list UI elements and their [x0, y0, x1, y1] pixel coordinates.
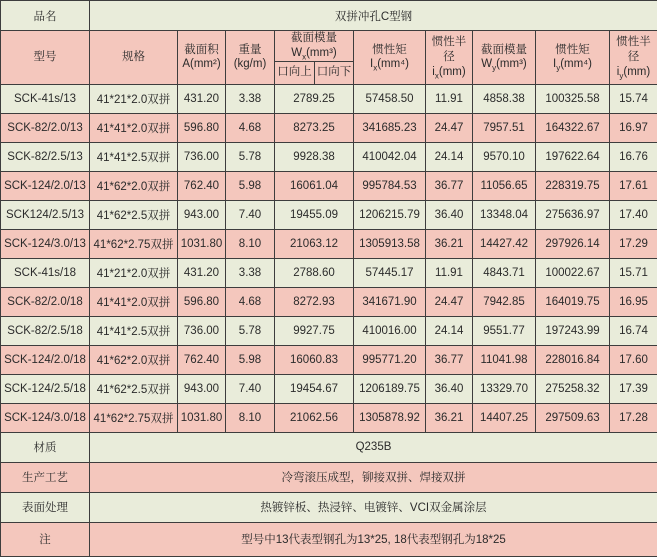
product-name-cell: 双拼冲孔C型钢 — [90, 1, 657, 31]
cell-iy: 297926.14 — [536, 229, 610, 258]
cell-ix: 341671.90 — [354, 287, 426, 316]
cell-area: 596.80 — [178, 287, 226, 316]
cell-iy: 164019.75 — [536, 287, 610, 316]
cell-wy: 14427.42 — [473, 229, 536, 258]
note-value: 型号中13代表型钢孔为13*25, 18代表型钢孔为18*25 — [90, 522, 657, 556]
cell-rx: 36.77 — [426, 171, 473, 200]
cell-wy: 4858.38 — [473, 84, 536, 113]
cell-ry: 15.74 — [610, 84, 657, 113]
surface-row — [1, 492, 657, 522]
cell-rx: 24.47 — [426, 113, 473, 142]
cell-wy: 14407.25 — [473, 403, 536, 432]
cell-wx: 19454.67 — [275, 374, 354, 403]
cell-ry: 17.39 — [610, 374, 657, 403]
cell-iy: 100022.67 — [536, 258, 610, 287]
cell-spec: 41*41*2.5双拼 — [90, 316, 178, 345]
cell-ix: 57458.50 — [354, 84, 426, 113]
cell-model: SCK-82/2.5/13 — [1, 142, 90, 171]
header-row — [1, 31, 657, 62]
table-row — [1, 403, 657, 432]
cell-wx: 19455.09 — [275, 200, 354, 229]
cell-model: SCK-82/2.0/13 — [1, 113, 90, 142]
note-label: 注 — [1, 522, 90, 556]
table-row — [1, 287, 657, 316]
cell-area: 762.40 — [178, 345, 226, 374]
cell-wx: 8273.25 — [275, 113, 354, 142]
note-row — [1, 522, 657, 556]
cell-model: SCK-124/3.0/18 — [1, 403, 90, 432]
cell-weight: 5.98 — [226, 171, 275, 200]
cell-area: 596.80 — [178, 113, 226, 142]
cell-spec: 41*41*2.0双拼 — [90, 287, 178, 316]
cell-rx: 36.40 — [426, 200, 473, 229]
cell-weight: 3.38 — [226, 258, 275, 287]
surface-value: 热镀锌板、热浸锌、电镀锌、VCI双金属涂层 — [90, 492, 657, 522]
cell-iy: 100325.58 — [536, 84, 610, 113]
col-header-rx: 惯性半径 $i_x(mm)$ — [426, 31, 473, 85]
cell-wx: 16061.04 — [275, 171, 354, 200]
cell-iy: 164322.67 — [536, 113, 610, 142]
material-label: 材质 — [1, 432, 90, 462]
cell-wy: 13329.70 — [473, 374, 536, 403]
process-label: 生产工艺 — [1, 462, 90, 492]
cell-iy: 228016.84 — [536, 345, 610, 374]
col-header-iy: 惯性矩 $I_y(mm^4)$ — [536, 31, 610, 85]
material-value: Q235B — [90, 432, 657, 462]
table-row — [1, 84, 657, 113]
cell-area: 943.00 — [178, 200, 226, 229]
cell-rx: 36.21 — [426, 403, 473, 432]
cell-weight: 8.10 — [226, 403, 275, 432]
cell-wy: 4843.71 — [473, 258, 536, 287]
cell-spec: 41*62*2.75双拼 — [90, 229, 178, 258]
cell-iy: 197622.64 — [536, 142, 610, 171]
table-row — [1, 316, 657, 345]
cell-wx: 2789.25 — [275, 84, 354, 113]
cell-iy: 275258.32 — [536, 374, 610, 403]
cell-ry: 16.95 — [610, 287, 657, 316]
process-value: 冷弯滚压成型，铆接双拼、焊接双拼 — [90, 462, 657, 492]
cell-wx: 16060.83 — [275, 345, 354, 374]
cell-ix: 410042.04 — [354, 142, 426, 171]
cell-wy: 11041.98 — [473, 345, 536, 374]
cell-ix: 1305878.92 — [354, 403, 426, 432]
col-header-weight: 重量 (kg/m) — [226, 31, 275, 85]
cell-model: SCK-82/2.0/18 — [1, 287, 90, 316]
table-row — [1, 200, 657, 229]
col-header-ry: 惯性半径 $i_y(mm)$ — [610, 31, 657, 85]
cell-model: SCK-41s/18 — [1, 258, 90, 287]
cell-wy: 7942.85 — [473, 287, 536, 316]
cell-ry: 17.60 — [610, 345, 657, 374]
cell-rx: 36.21 — [426, 229, 473, 258]
cell-ix: 1206215.79 — [354, 200, 426, 229]
cell-ix: 995784.53 — [354, 171, 426, 200]
table-row — [1, 171, 657, 200]
cell-wx: 2788.60 — [275, 258, 354, 287]
cell-wx: 21063.12 — [275, 229, 354, 258]
cell-spec: 41*21*2.0双拼 — [90, 258, 178, 287]
cell-weight: 4.68 — [226, 287, 275, 316]
cell-ix: 410016.00 — [354, 316, 426, 345]
cell-ry: 17.29 — [610, 229, 657, 258]
cell-spec: 41*62*2.0双拼 — [90, 345, 178, 374]
cell-area: 431.20 — [178, 258, 226, 287]
cell-ry: 16.97 — [610, 113, 657, 142]
cell-rx: 11.91 — [426, 258, 473, 287]
cell-spec: 41*62*2.5双拼 — [90, 200, 178, 229]
cell-weight: 3.38 — [226, 84, 275, 113]
cell-spec: 41*41*2.5双拼 — [90, 142, 178, 171]
cell-rx: 36.40 — [426, 374, 473, 403]
cell-spec: 41*62*2.5双拼 — [90, 374, 178, 403]
table-row — [1, 345, 657, 374]
cell-rx: 11.91 — [426, 84, 473, 113]
col-header-model: 型号 — [1, 31, 90, 85]
cell-weight: 4.68 — [226, 113, 275, 142]
cell-spec: 41*62*2.0双拼 — [90, 171, 178, 200]
cell-ry: 17.61 — [610, 171, 657, 200]
cell-area: 943.00 — [178, 374, 226, 403]
cell-rx: 24.14 — [426, 316, 473, 345]
table-row — [1, 142, 657, 171]
cell-iy: 275636.97 — [536, 200, 610, 229]
table-row — [1, 229, 657, 258]
cell-ry: 15.71 — [610, 258, 657, 287]
cell-ix: 995771.20 — [354, 345, 426, 374]
cell-model: SCK-124/2.0/13 — [1, 171, 90, 200]
material-row — [1, 432, 657, 462]
cell-iy: 297509.63 — [536, 403, 610, 432]
col-header-spec: 规格 — [90, 31, 178, 85]
table-row — [1, 258, 657, 287]
cell-model: SCK-124/2.0/18 — [1, 345, 90, 374]
cell-weight: 8.10 — [226, 229, 275, 258]
col-header-open-up: 口向上 — [275, 61, 315, 84]
cell-wy: 9570.10 — [473, 142, 536, 171]
cell-ix: 341685.23 — [354, 113, 426, 142]
cell-wx: 9928.38 — [275, 142, 354, 171]
table-row — [1, 113, 657, 142]
product-label-cell: 品名 — [1, 1, 90, 31]
process-row — [1, 462, 657, 492]
cell-weight: 7.40 — [226, 200, 275, 229]
cell-area: 431.20 — [178, 84, 226, 113]
cell-model: SCK124/2.5/13 — [1, 200, 90, 229]
cell-rx: 24.47 — [426, 287, 473, 316]
cell-model: SCK-124/3.0/13 — [1, 229, 90, 258]
cell-spec: 41*21*2.0双拼 — [90, 84, 178, 113]
cell-model: SCK-82/2.5/18 — [1, 316, 90, 345]
cell-wy: 11056.65 — [473, 171, 536, 200]
cell-area: 1031.80 — [178, 403, 226, 432]
cell-model: SCK-124/2.5/18 — [1, 374, 90, 403]
cell-wy: 9551.77 — [473, 316, 536, 345]
cell-ry: 17.40 — [610, 200, 657, 229]
cell-weight: 5.98 — [226, 345, 275, 374]
cell-weight: 5.78 — [226, 142, 275, 171]
col-header-wy: 截面模量 $W_y(mm^3)$ — [473, 31, 536, 85]
cell-wx: 8272.93 — [275, 287, 354, 316]
cell-ix: 57445.17 — [354, 258, 426, 287]
cell-area: 762.40 — [178, 171, 226, 200]
cell-wx: 21062.56 — [275, 403, 354, 432]
cell-iy: 197243.99 — [536, 316, 610, 345]
cell-wy: 13348.04 — [473, 200, 536, 229]
cell-rx: 24.14 — [426, 142, 473, 171]
col-header-area: 截面积 A(mm²) — [178, 31, 226, 85]
cell-wy: 7957.51 — [473, 113, 536, 142]
col-header-ix: 惯性矩 $I_x(mm^4)$ — [354, 31, 426, 85]
cell-ry: 17.28 — [610, 403, 657, 432]
cell-ry: 16.76 — [610, 142, 657, 171]
cell-rx: 36.77 — [426, 345, 473, 374]
data-rows — [1, 84, 657, 432]
cell-area: 1031.80 — [178, 229, 226, 258]
footer-rows — [1, 432, 657, 556]
product-name-row — [1, 1, 657, 31]
cell-weight: 5.78 — [226, 316, 275, 345]
table-row — [1, 374, 657, 403]
cell-weight: 7.40 — [226, 374, 275, 403]
cell-wx: 9927.75 — [275, 316, 354, 345]
cell-area: 736.00 — [178, 316, 226, 345]
cell-spec: 41*62*2.75双拼 — [90, 403, 178, 432]
cell-area: 736.00 — [178, 142, 226, 171]
col-header-wx: 截面模量$W_x(mm^3)$ — [275, 31, 354, 62]
cell-iy: 228319.75 — [536, 171, 610, 200]
cell-ry: 16.74 — [610, 316, 657, 345]
col-header-open-down: 口向下 — [315, 61, 354, 84]
cell-ix: 1206189.75 — [354, 374, 426, 403]
cell-spec: 41*41*2.0双拼 — [90, 113, 178, 142]
cell-model: SCK-41s/13 — [1, 84, 90, 113]
cell-ix: 1305913.58 — [354, 229, 426, 258]
surface-label: 表面处理 — [1, 492, 90, 522]
